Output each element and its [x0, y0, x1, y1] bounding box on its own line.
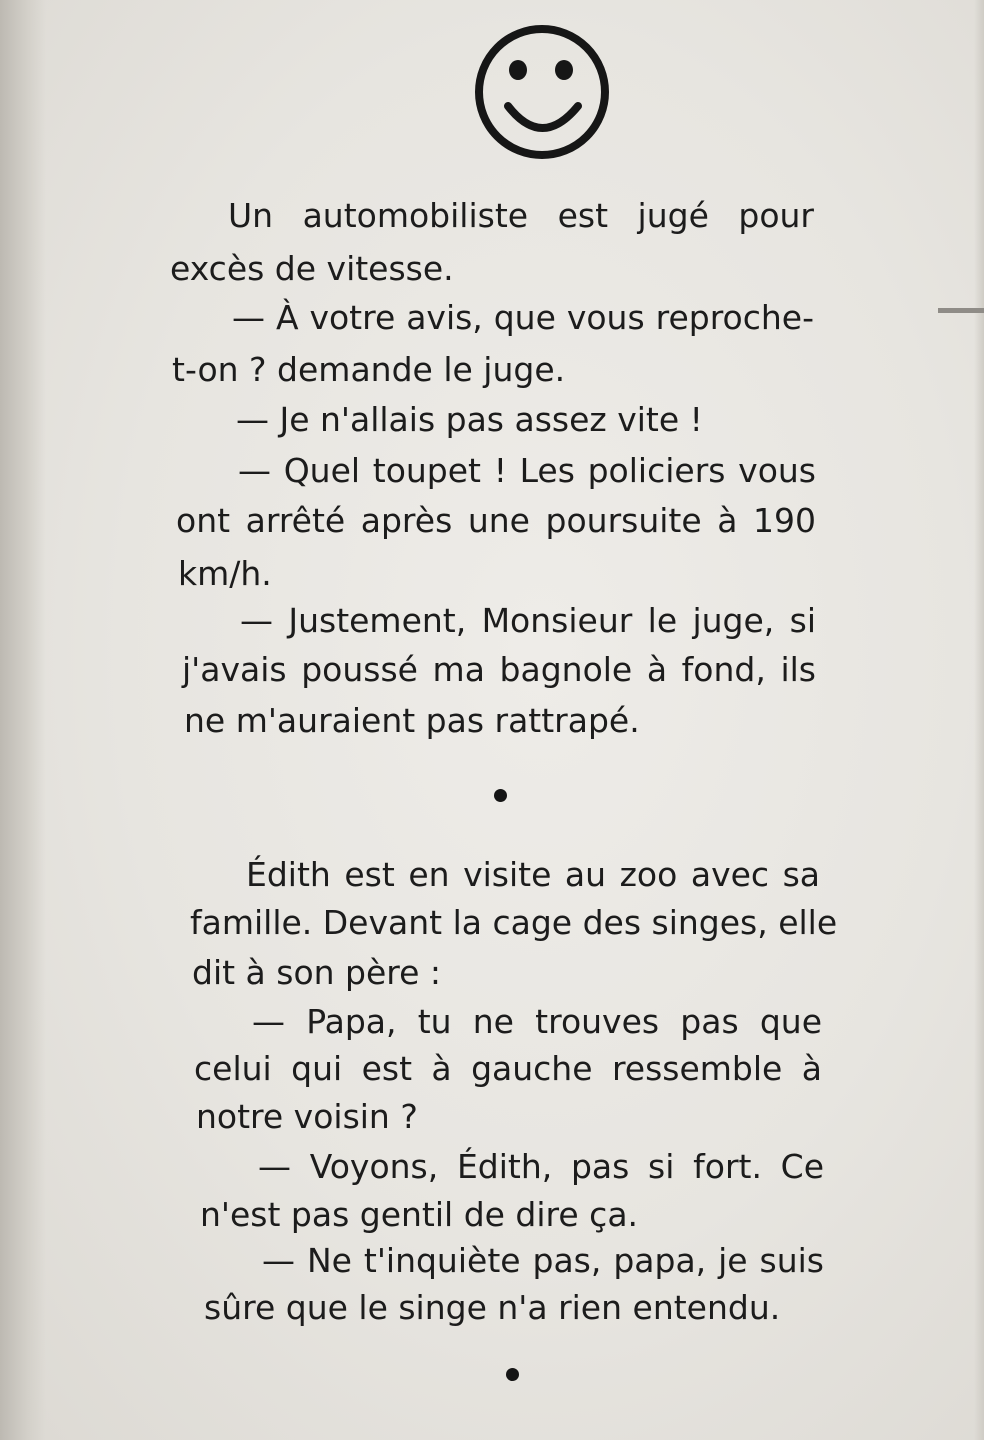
- joke-line: celui qui est à gauche ressemble à: [194, 1049, 822, 1088]
- joke-line: — Quel toupet ! Les policiers vous: [238, 451, 816, 490]
- joke-line: dit à son père :: [192, 953, 442, 992]
- joke-line: — Voyons, Édith, pas si fort. Ce: [258, 1147, 824, 1186]
- joke-line: km/h.: [178, 554, 272, 593]
- joke-line: notre voisin ?: [196, 1097, 418, 1136]
- joke-line: — Ne t'inquiète pas, papa, je suis: [262, 1241, 824, 1280]
- joke-line: — Papa, tu ne trouves pas que: [252, 1002, 822, 1041]
- joke-line: n'est pas gentil de dire ça.: [200, 1195, 639, 1234]
- separator-dot: [506, 1368, 519, 1381]
- joke-line: ne m'auraient pas rattrapé.: [184, 701, 640, 740]
- joke-line: — Justement, Monsieur le juge, si: [240, 601, 816, 640]
- separator-dot: [494, 789, 507, 802]
- joke-line: — Je n'allais pas assez vite !: [236, 400, 703, 439]
- joke-line: sûre que le singe n'a rien entendu.: [204, 1288, 781, 1327]
- joke-line: famille. Devant la cage des singes, elle: [190, 903, 838, 942]
- joke-line: Édith est en visite au zoo avec sa: [246, 855, 820, 894]
- joke-line: excès de vitesse.: [170, 249, 454, 288]
- joke-line: t-on ? demande le juge.: [172, 350, 566, 389]
- joke-line: — À votre avis, que vous reproche-: [232, 298, 814, 337]
- joke-line: Un automobiliste est jugé pour: [228, 196, 814, 235]
- joke-line: j'avais poussé ma bagnole à fond, ils: [182, 650, 816, 689]
- joke-line: ont arrêté après une poursuite à 190: [176, 501, 816, 540]
